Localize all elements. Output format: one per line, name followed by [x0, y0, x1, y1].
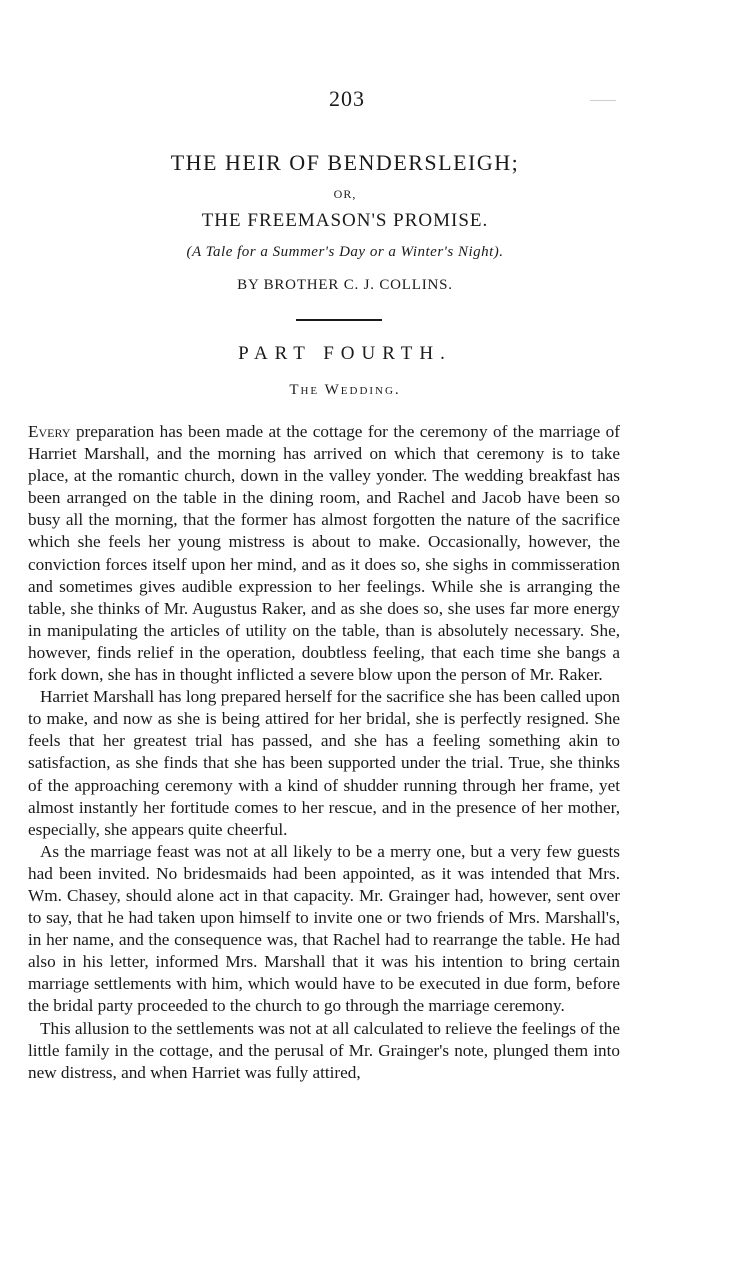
chapter-heading: The Wedding.: [289, 382, 401, 398]
drop-word: Every: [28, 422, 71, 441]
paragraph: [28, 421, 620, 686]
paragraph: As the marriage feast was not at all likely to be a merry one, but a very few guests had been invited. No bridesmaids had been appointed, as it was intended that Mrs. Wm. Chasey, should alone act in that capacity. Mr. Grainger had, however, sent over to say, that he had taken upon himself to invite one or two friends of Mrs. Marshall's, in her name, and the consequence was, that Rachel had to rearrange the table. He had also in his letter, informed Mrs. Marshall that it was his intention to bring certain marriage settlements with him, which would have to be executed in due form, before the bridal party proceeded to the church to go through the marriage ceremony.: [28, 841, 620, 1016]
body-text: [28, 421, 620, 1084]
section-rule: [296, 319, 382, 321]
paragraph: Harriet Marshall has long prepared herself for the sacrifice she has been called upon to make, and now as she is being attired for her bridal, she is perfectly resigned. She feels that her greatest trial has passed, and she has a feeling something akin to satisfaction, as she finds that she has been supported under the trial. True, she thinks of the approaching ceremony with a kind of shudder running through her frame, yet almost instantly her fortitude comes to her rescue, and in the presence of her mother, especially, she appears quite cheerful.: [28, 687, 620, 839]
or-line: OR,: [333, 187, 357, 201]
story-title: THE HEIR OF BENDERSLEIGH;: [170, 150, 520, 175]
paragraph: This allusion to the settlements was not at all calculated to relieve the feelings of the little family in the cottage, and the perusal of Mr. Grainger's note, plunged them into new distress, and when Harriet was fully attired,: [28, 1018, 620, 1082]
author-byline: BY BROTHER C. J. COLLINS.: [237, 277, 453, 293]
part-heading: PART FOURTH.: [238, 343, 452, 364]
tale-line: (A Tale for a Summer's Day or a Winter's Night).: [186, 244, 504, 260]
paragraph-text: preparation has been made at the cottage for the ceremony of the marriage of Harriet Marshall, and the morning has arrived on which that ceremony is to take place, at the romantic church, down in the valley yonder. The wedding breakfast has been arranged on the table in the dining room, and Rachel and Jacob have been so busy all the morning, that the former has almost forgotten the nature of the sacrifice which she feels her young mistress is about to make. Occasionally, however, the conviction forces itself upon her mind, and as it does so, she sighs in commisseration and sometimes gives audible expression to her feelings. While she is arranging the table, she thinks of Mr. Augustus Raker, and as she does so, she uses far more energy in manipulating the articles of utility on the table, than is absolutely necessary. She, however, finds relief in the operation, doubtless feeling, that each time she bangs a fork down, she has in thought inflicted a severe blow upon the person of Mr. Raker.: [28, 422, 620, 685]
margin-mark: [590, 100, 616, 101]
page-number: 203: [329, 86, 365, 111]
story-subtitle: THE FREEMASON'S PROMISE.: [201, 210, 489, 231]
